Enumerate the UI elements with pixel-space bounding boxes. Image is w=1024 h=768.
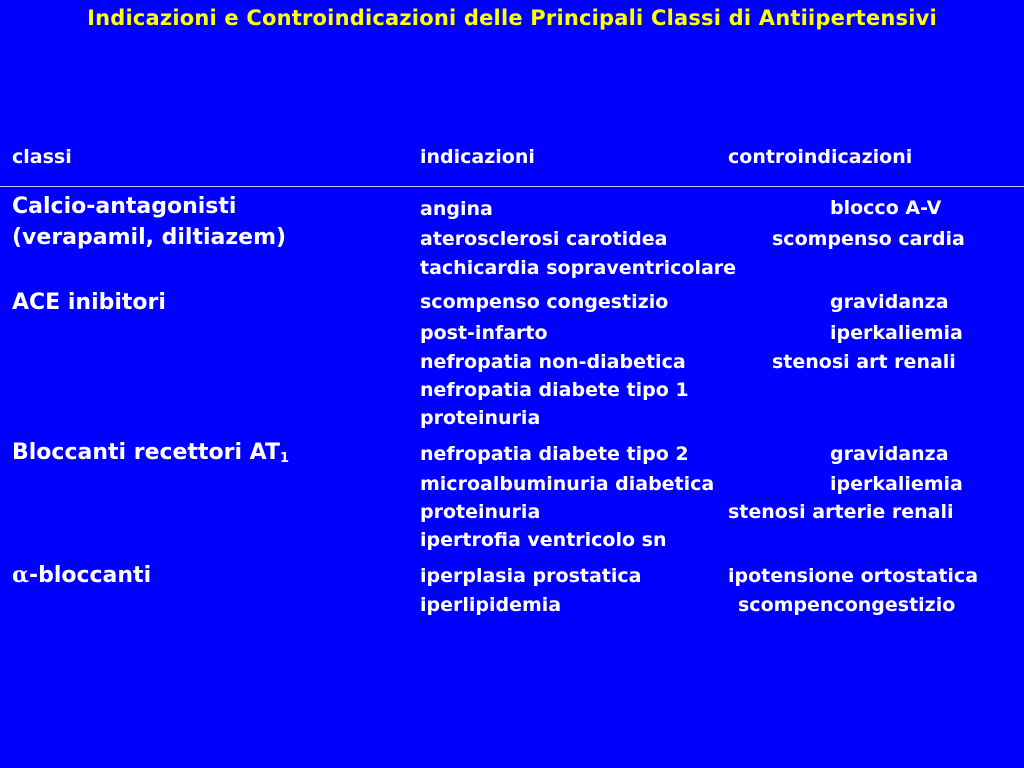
indication-item: aterosclerosi carotidea <box>420 228 668 250</box>
indication-item: angina <box>420 198 493 220</box>
class-calcio-antagonisti: Calcio-antagonisti <box>12 194 237 219</box>
indication-item: microalbuminuria diabetica <box>420 473 715 495</box>
class-alpha-bloccanti <box>12 562 151 588</box>
slide-title: Indicazioni e Controindicazioni delle Principali Classi di Antiipertensivi <box>87 6 937 30</box>
contraindication-item: gravidanza <box>830 291 949 313</box>
contraindication-item: gravidanza <box>830 443 949 465</box>
contraindication-item: scompenso cardia <box>772 228 965 250</box>
class-label: Bloccanti recettori AT <box>12 440 280 465</box>
contraindication-item: ipotensione ortostatica <box>728 565 979 587</box>
contraindication-item: stenosi art renali <box>772 351 956 373</box>
header-divider <box>0 186 1024 187</box>
indication-item: iperplasia prostatica <box>420 565 642 587</box>
class-label: -bloccanti <box>28 563 152 588</box>
indication-item: proteinuria <box>420 407 541 429</box>
indication-item: ipertrofia ventricolo sn <box>420 529 667 551</box>
header-classi: classi <box>12 146 72 168</box>
contraindication-item: iperkaliemia <box>830 322 963 344</box>
indication-item: post-infarto <box>420 322 548 344</box>
class-bloccanti-recettori-at1 <box>12 440 289 466</box>
contraindication-item: iperkaliemia <box>830 473 963 495</box>
indication-item: nefropatia diabete tipo 1 <box>420 379 689 401</box>
contraindication-item: blocco A-V <box>830 197 942 219</box>
indication-item: tachicardia sopraventricolare <box>420 257 737 279</box>
alpha-symbol: α <box>12 562 29 588</box>
contraindication-item: stenosi arterie renali <box>728 501 954 523</box>
class-ace-inibitori: ACE inibitori <box>12 290 166 315</box>
indication-item: proteinuria <box>420 501 541 523</box>
indication-item: nefropatia diabete tipo 2 <box>420 443 689 465</box>
subscript: 1 <box>280 451 290 466</box>
header-controindicazioni: controindicazioni <box>728 146 913 168</box>
indication-item: scompenso congestizio <box>420 291 669 313</box>
indication-item: nefropatia non-diabetica <box>420 351 686 373</box>
header-indicazioni: indicazioni <box>420 146 535 168</box>
contraindication-item: scompencongestizio <box>738 594 956 616</box>
indication-item: iperlipidemia <box>420 594 562 616</box>
class-calcio-antagonisti-examples: (verapamil, diltiazem) <box>12 225 287 250</box>
